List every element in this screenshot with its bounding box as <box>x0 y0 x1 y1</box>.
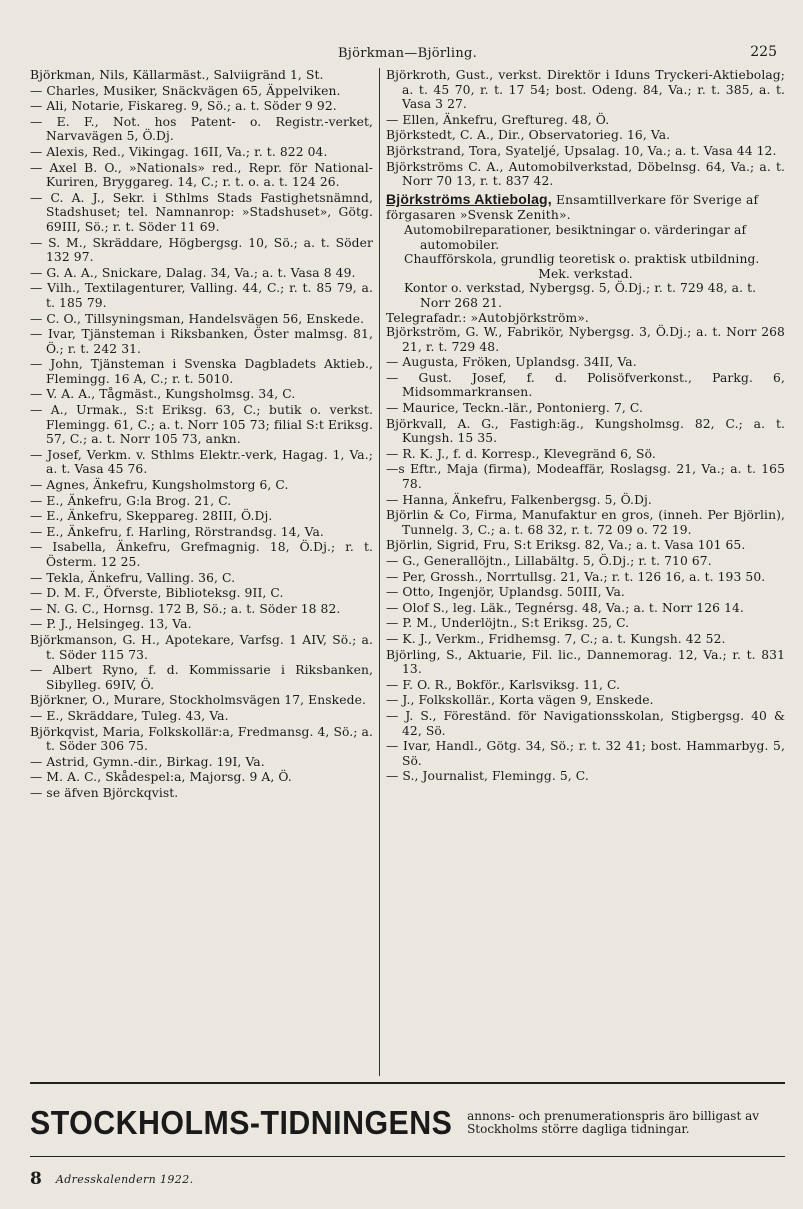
right-column-top <box>386 68 785 189</box>
left-column <box>30 68 380 1076</box>
directory-entry: Björkner, O., Murare, Stockholmsvägen 17, Enskede. <box>30 693 366 708</box>
directory-entry: — Per, Grossh., Norrtullsg. 21, Va.; r. t. 126 16, a. t. 193 50. <box>386 569 766 584</box>
directory-entry: — Josef, Verkm. v. Sthlms Elektr.-verk, Hagag. 1, Va.; a. t. Vasa 45 76. <box>30 447 373 477</box>
directory-entry: — Vilh., Textilagenturer, Valling. 44, C.; r. t. 85 79, a. t. 185 79. <box>30 281 373 310</box>
advert-intro: Ensamtillverkare för Sverige af förgasaren »Svensk Zenith». <box>386 192 759 223</box>
directory-entry: — D. M. F., Öfverste, Biblioteksg. 9II, C. <box>30 586 284 601</box>
directory-entry: — John, Tjänsteman i Svenska Dagbladets Aktieb., Flemingg. 16 A, C.; r. t. 5010. <box>30 357 373 386</box>
directory-entry: — V. A. A., Tågmäst., Kungsholmsg. 34, C. <box>30 387 296 402</box>
directory-entry: — C. A. J., Sekr. i Sthlms Stads Fastighetsnämnd, Stadshuset; tel. Namnanrop: »Stadshuset», Götg. 69III, Sö.; r. t. Söder 11 69. <box>30 190 373 234</box>
advert-heading <box>386 192 785 223</box>
directory-entry: — S. M., Skräddare, Högbergsg. 10, Sö.; a. t. Söder 132 97. <box>30 235 373 265</box>
directory-entry: — M. A. C., Skådespel:a, Majorsg. 9 A, Ö. <box>30 770 292 785</box>
directory-entry: — Ali, Notarie, Fiskareg. 9, Sö.; a. t. Söder 9 92. <box>30 99 337 114</box>
page-title: Björkman—Björling. <box>337 46 478 61</box>
directory-entry: — R. K. J., f. d. Korresp., Klevegränd 6, Sö. <box>386 446 656 461</box>
directory-entry: — Ivar, Handl., Götg. 34, Sö.; r. t. 32 41; bost. Hammarbyg. 5, Sö. <box>386 739 785 768</box>
bottom-line <box>30 1156 785 1189</box>
directory-entry: Björkstedt, C. A., Dir., Observatorieg. 16, Va. <box>386 128 671 143</box>
running-head <box>30 40 785 68</box>
advert-line: Telegrafadr.: »Autobjörkström». <box>386 310 589 325</box>
directory-entry: — E., Änkefru, G:la Brog. 21, C. <box>30 493 232 508</box>
directory-entry: Björkroth, Gust., verkst. Direktör i Iduns Tryckeri-Aktiebolag; a. t. 45 70, r. t. 17 54; bost. Odeng. 84, Va.; r. t. 385, a. t. Vasa 3 27. <box>386 68 785 112</box>
directory-entry: — se äfven Björckqvist. <box>30 785 179 800</box>
footer-brand: STOCKHOLMS-TIDNINGENS <box>30 1104 453 1141</box>
directory-entry: Björkströms C. A., Automobilverkstad, Döbelnsg. 64, Va.; a. t. Norr 70 13, r. t. 837 42. <box>386 159 785 189</box>
directory-entry: — Agnes, Änkefru, Kungsholmstorg 6, C. <box>30 478 289 493</box>
directory-entry: — Olof S., leg. Läk., Tegnérsg. 48, Va.; a. t. Norr 126 14. <box>386 600 744 615</box>
directory-entry: — Maurice, Teckn.-lär., Pontonierg. 7, C. <box>386 401 643 416</box>
directory-entry: — Augusta, Fröken, Uplandsg. 34II, Va. <box>386 355 637 370</box>
page-mark: 8 <box>30 1169 42 1189</box>
directory-entry: — G., Generallöjtn., Lillabältg. 5, Ö.Dj.; r. t. 710 67. <box>386 554 712 568</box>
advert-line: Mek. verkstad. <box>538 266 633 281</box>
advert-line: Kontor o. verkstad, Nybergsg. 5, Ö.Dj.; r. t. 729 48, a. t. Norr 268 21. <box>404 281 757 310</box>
directory-entry: — Isabella, Änkefru, Grefmagnig. 18, Ö.Dj.; r. t. Österm. 12 25. <box>30 540 373 569</box>
directory-entry: — Axel B. O., »Nationals» red., Repr. för National-Kuriren, Bryggareg. 14, C.; r. t. o. a. t. 124 26. <box>30 160 373 190</box>
directory-entry: — Ivar, Tjänsteman i Riksbanken, Öster malmsg. 81, Ö.; r. t. 242 31. <box>30 327 373 356</box>
directory-entry: — Ellen, Änkefru, Greftureg. 48, Ö. <box>386 112 610 127</box>
directory-entry: — E., Änkefru, Skeppareg. 28III, Ö.Dj. <box>30 509 273 524</box>
directory-entry: Björkstrand, Tora, Syatelјé, Upsalag. 10, Va.; a. t. Vasa 44 12. <box>386 143 777 158</box>
directory-entry: — Charles, Musiker, Snäckvägen 65, Äppelviken. <box>30 83 341 98</box>
directory-entry: — Otto, Ingenjör, Uplandsg. 50III, Va. <box>386 585 625 600</box>
directory-entry: — P. J., Helsingeg. 13, Va. <box>30 617 192 632</box>
directory-entry: — P. M., Underlöjtn., S:t Eriksg. 25, C. <box>386 616 630 631</box>
directory-entry: — E. F., Not. hos Patent- o. Registr.-verket, Narvavägen 5, Ö.Dj. <box>30 114 373 144</box>
directory-entry: Björlin, Sigrid, Fru, S:t Eriksg. 82, Va.; a. t. Vasa 101 65. <box>386 538 746 553</box>
directory-entry: — G. A. A., Snickare, Dalag. 34, Va.; a. t. Vasa 8 49. <box>30 265 356 280</box>
directory-entry: Björkström, G. W., Fabrikör, Nybergsg. 3, Ö.Dj.; a. t. Norr 268 21, r. t. 729 48. <box>386 325 785 354</box>
columns <box>30 68 785 1076</box>
directory-entry: — Gust. Josef, f. d. Polisöfverkonst., Parkg. 6, Midsommarkransen. <box>386 370 785 400</box>
directory-entry: Björkmanson, G. H., Apotekare, Varfsg. 1 AIV, Sö.; a. t. Söder 115 73. <box>30 632 373 662</box>
directory-entry: — E., Änkefru, f. Harling, Rörstrandsg. 14, Va. <box>30 524 324 539</box>
directory-entry: — J., Folkskollär., Korta vägen 9, Enskede. <box>386 693 654 708</box>
advert-line: Automobilreparationer, besiktningar o. värderingar af automobiler. <box>404 222 747 252</box>
directory-entry: Björling, S., Aktuarie, Fil. lic., Dannemorag. 12, Va.; r. t. 831 13. <box>386 647 785 677</box>
directory-entry: — Albert Ryno, f. d. Kommissarie i Riksbanken, Sibylleg. 69IV, Ö. <box>30 663 373 692</box>
directory-entry: — Hanna, Änkefru, Falkenbergsg. 5, Ö.Dj. <box>386 492 652 507</box>
advert-company-name: Björkströms Aktiebolag, <box>386 190 552 207</box>
directory-entry: — J. S., Föreständ. för Navigationsskolan, Stigbergsg. 40 & 42, Sö. <box>386 708 785 738</box>
advert-line: Chaufförskola, grundlig teoretisk o. praktisk utbildning. <box>404 252 760 267</box>
directory-entry: — Alexis, Red., Vikingag. 16II, Va.; r. t. 822 04. <box>30 144 328 159</box>
directory-entry: Björkqvist, Maria, Folkskollär:a, Fredmansg. 4, Sö.; a. t. Söder 306 75. <box>30 724 373 754</box>
directory-entry: Björkvall, A. G., Fastigh:äg., Kungsholmsg. 82, C.; a. t. Kungsh. 15 35. <box>386 416 785 446</box>
directory-entry: — Tekla, Änkefru, Valling. 36, C. <box>30 570 236 585</box>
directory-entry: Björkman, Nils, Källarmäst., Salviigränd 1, St. <box>30 68 324 82</box>
right-column <box>380 68 785 1076</box>
directory-entry: — E., Skräddare, Tuleg. 43, Va. <box>30 708 229 723</box>
page-number: 225 <box>750 44 777 60</box>
directory-entry: — Astrid, Gymn.-dir., Birkag. 19I, Va. <box>30 754 265 769</box>
directory-entry: — K. J., Verkm., Fridhemsg. 7, C.; a. t. Kungsh. 42 52. <box>386 631 726 646</box>
directory-entry: —s Eftr., Maja (firma), Modeaffär, Roslagsg. 21, Va.; a. t. 165 78. <box>386 462 785 492</box>
directory-entry: — N. G. C., Hornsg. 172 B, Sö.; a. t. Söder 18 82. <box>30 601 341 616</box>
advert-lines <box>386 223 785 325</box>
source-note: Adresskalendern 1922. <box>55 1172 194 1186</box>
directory-entry: — S., Journalist, Flemingg. 5, C. <box>386 769 589 784</box>
right-column-bottom <box>386 325 785 784</box>
directory-entry: — C. O., Tillsyningsman, Handelsvägen 56, Enskede. <box>30 311 365 326</box>
footer-tagline: annons- och prenumerationspris äro billigast av Stockholms större dagliga tidningar. <box>467 1109 760 1136</box>
directory-entry: — A., Urmak., S:t Eriksg. 63, C.; butik o. verkst. Flemingg. 61, C.; a. t. Norr 105 73; filial S:t Eriksg. 57, C.; a. t. Norr 105 73, ankn. <box>30 403 373 447</box>
advert-bjorkstroms <box>386 192 785 325</box>
footer-advert <box>30 1082 785 1152</box>
directory-entry: Björlin & Co, Firma, Manufaktur en gros, (inneh. Per Björlin), Tunnelg. 3, C.; a. t. 68 32, r. t. 72 09 o. 72 19. <box>386 508 785 537</box>
directory-entry: — F. O. R., Bokför., Karlsviksg. 11, C. <box>386 677 621 692</box>
